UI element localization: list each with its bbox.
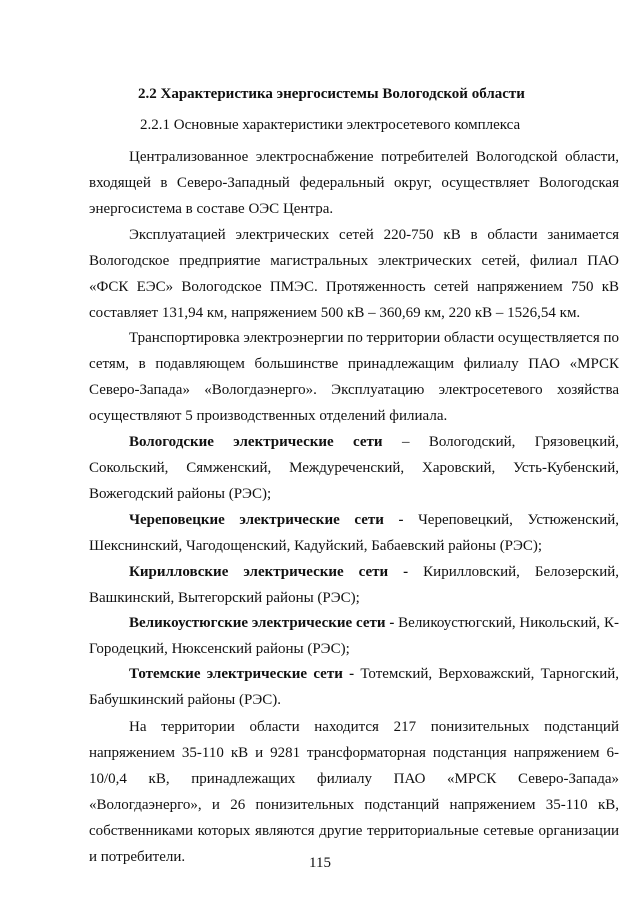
network-districts: Вологодский, Грязовецкий, Сокольский, Сямженский, Междуреченский, Харовский, Усть-Кубенский, Вожегодский районы (РЭС); — [89, 434, 620, 502]
separator: - — [342, 666, 361, 682]
network-name: Вологодские электрические сети — [129, 434, 383, 450]
separator: - — [388, 564, 424, 580]
separator: – — [382, 434, 429, 450]
network-name: Тотемские электрические сети — [129, 666, 343, 682]
subsection-heading: 2.2.1 Основные характеристики электросетевого комплекса — [140, 117, 521, 133]
separator: - — [383, 512, 419, 528]
network-item — [89, 661, 619, 713]
paragraph-trunk-networks — [89, 222, 619, 326]
paragraph-text: На территории области находится 217 понизительных подстанций напряжением 35-110 кВ и 9281 трансформаторная подстанция напряжением 6-10/0,4 кВ, принадлежащих филиалу ПАО «МРСК Северо-Запада» «Вологдаэнерго», и 26 понизительных подстанций напряжением 35-110 кВ, собственниками которых являются другие территориальные сетевые организации и потребители. — [89, 719, 619, 865]
network-districts: Кирилловский, Белозерский, Вашкинский, Вытегорский районы (РЭС); — [89, 564, 620, 606]
page-number: 115 — [309, 855, 331, 871]
network-item — [89, 507, 619, 559]
network-districts: Череповецкий, Устюженский, Шекснинский, Чагодощенский, Кадуйский, Бабаевский районы (РЭС); — [89, 512, 619, 554]
network-name: Великоустюгские электрические сети — [129, 615, 386, 631]
section-heading: 2.2 Характеристика энергосистемы Вологодской области — [138, 86, 525, 102]
paragraph-text: Эксплуатацией электрических сетей 220-750 кВ в области занимается Вологодское предприятие магистральных электрических сетей, филиал ПАО «ФСК ЕЭС» Вологодское ПМЭС. Протяженность сетей напряжением 750 кВ составляет 131,94 км, напряжением 500 кВ – 360,69 км, 220 кВ – 1526,54 км. — [89, 227, 619, 321]
network-districts: Тотемский, Верховажский, Тарногский, Бабушкинский районы (РЭС). — [89, 666, 619, 708]
network-item — [89, 610, 619, 662]
paragraph-text: Транспортировка электроэнергии по территории области осуществляется по сетям, в подавляющем большинстве принадлежащим филиалу ПАО «МРСК Северо-Запада» «Вологдаэнерго». Эксплуатацию электросетевого хозяйства осуществляют 5 производственных отделений филиала. — [89, 330, 619, 424]
paragraph-text: Централизованное электроснабжение потребителей Вологодской области, входящей в Северо-Западный федеральный округ, осуществляет Вологодская энергосистема в составе ОЭС Центра. — [89, 149, 619, 217]
paragraph-substations — [89, 714, 619, 870]
separator: - — [385, 615, 399, 631]
paragraph-intro — [89, 144, 619, 222]
network-name: Кирилловские электрические сети — [129, 564, 389, 580]
paragraph-distribution — [89, 325, 619, 429]
network-item — [89, 559, 619, 611]
network-item — [89, 429, 619, 507]
network-districts: Великоустюгский, Никольский, К-Городецкий, Нюксенский районы (РЭС); — [89, 615, 619, 657]
network-name: Череповецкие электрические сети — [129, 512, 384, 528]
